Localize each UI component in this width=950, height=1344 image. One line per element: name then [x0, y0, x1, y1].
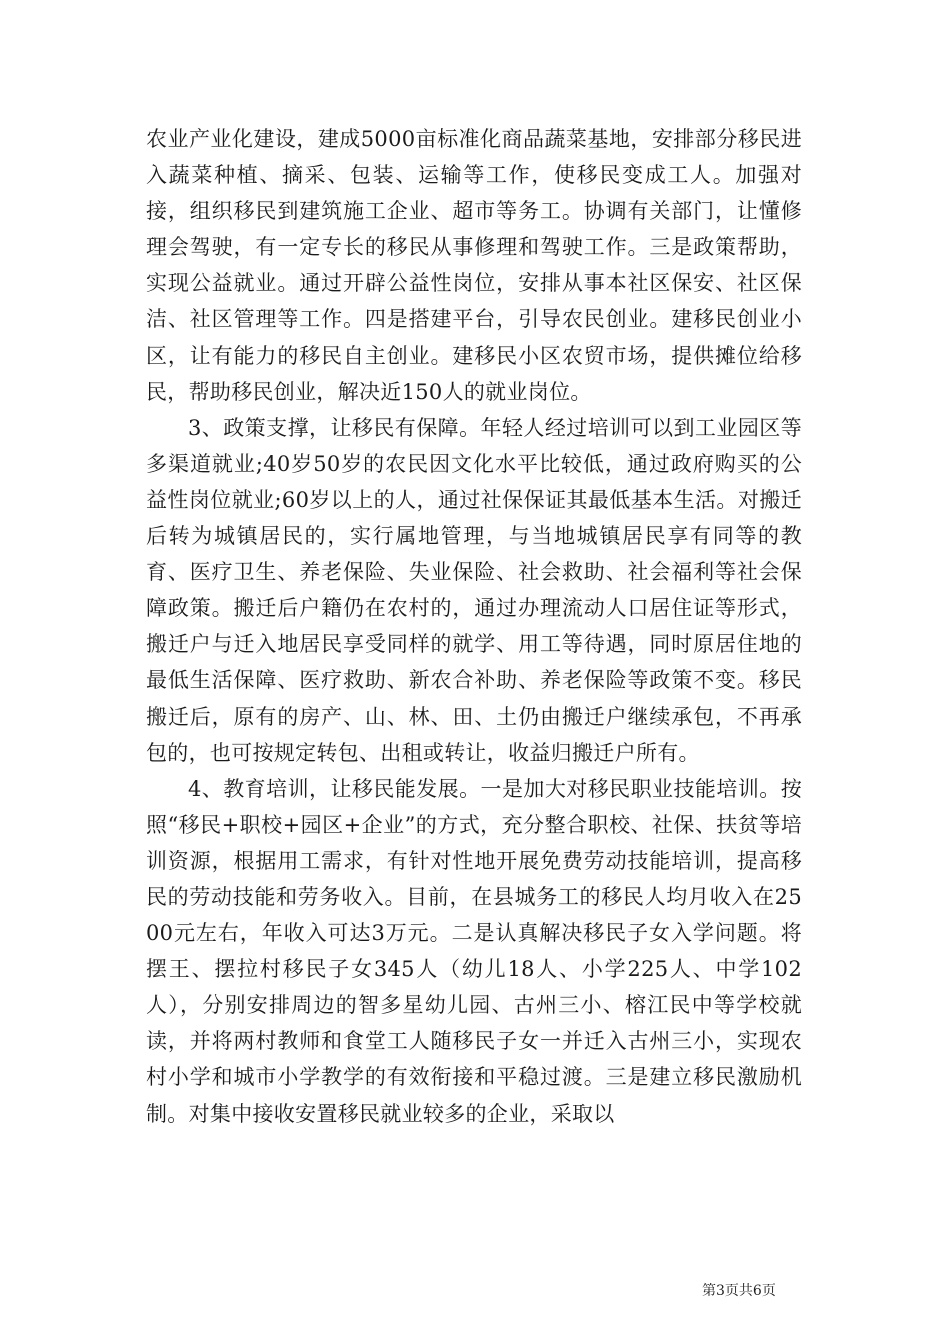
paragraph-1: 农业产业化建设，建成5000亩标准化商品蔬菜基地，安排部分移民进入蔬菜种植、摘采、包装、运输等工作，使移民变成工人。加强对接，组织移民到建筑施工企业、超市等务工。协调有关部门，让懂修理会驾驶，有一定专长的移民从事修理和驾驶工作。三是政策帮助，实现公益就业。通过开辟公益性岗位，安排从事本社区保安、社区保洁、社区管理等工作。四是搭建平台，引导农民创业。建移民创业小区，让有能力的移民自主创业。建移民小区农贸市场，提供摊位给移民，帮助移民创业，解决近150人的就业岗位。 — [146, 127, 802, 404]
page-number-footer: 第3页共6页 — [702, 1283, 776, 1299]
paragraph-3: 4、教育培训，让移民能发展。一是加大对移民职业技能培训。按照“移民+职校+园区+企业”的方式，充分整合职校、社保、扶贫等培训资源，根据用工需求，有针对性地开展免费劳动技能培训，提高移民的劳动技能和劳务收入。目前，在县城务工的移民人均月收入在2500元左右，年收入可达3万元。二是认真解决移民子女入学问题。将摆王、摆拉村移民子女345人（幼儿18人、小学225人、中学102人），分别安排周边的智多星幼儿园、古州三小、榕江民中等学校就读，并将两村教师和食堂工人随移民子女一并迁入古州三小，实现农村小学和城市小学教学的有效衔接和平稳过渡。三是建立移民激励机制。对集中接收安置移民就业较多的企业，采取以 — [146, 776, 802, 1126]
document-body — [146, 121, 802, 1132]
paragraph-2: 3、政策支撑，让移民有保障。年轻人经过培训可以到工业园区等多渠道就业;40岁50岁的农民因文化水平比较低，通过政府购买的公益性岗位就业;60岁以上的人，通过社保保证其最低基本生活。对搬迁后转为城镇居民的，实行属地管理，与当地城镇居民享有同等的教育、医疗卫生、养老保险、失业保险、社会救助、社会福利等社会保障政策。搬迁后户籍仍在农村的，通过办理流动人口居住证等形式，搬迁户与迁入地居民享受同样的就学、用工等待遇，同时原居住地的最低生活保障、医疗救助、新农合补助、养老保险等政策不变。移民搬迁后，原有的房产、山、林、田、土仍由搬迁户继续承包，不再承包的，也可按规定转包、出租或转让，收益归搬迁户所有。 — [146, 415, 802, 765]
